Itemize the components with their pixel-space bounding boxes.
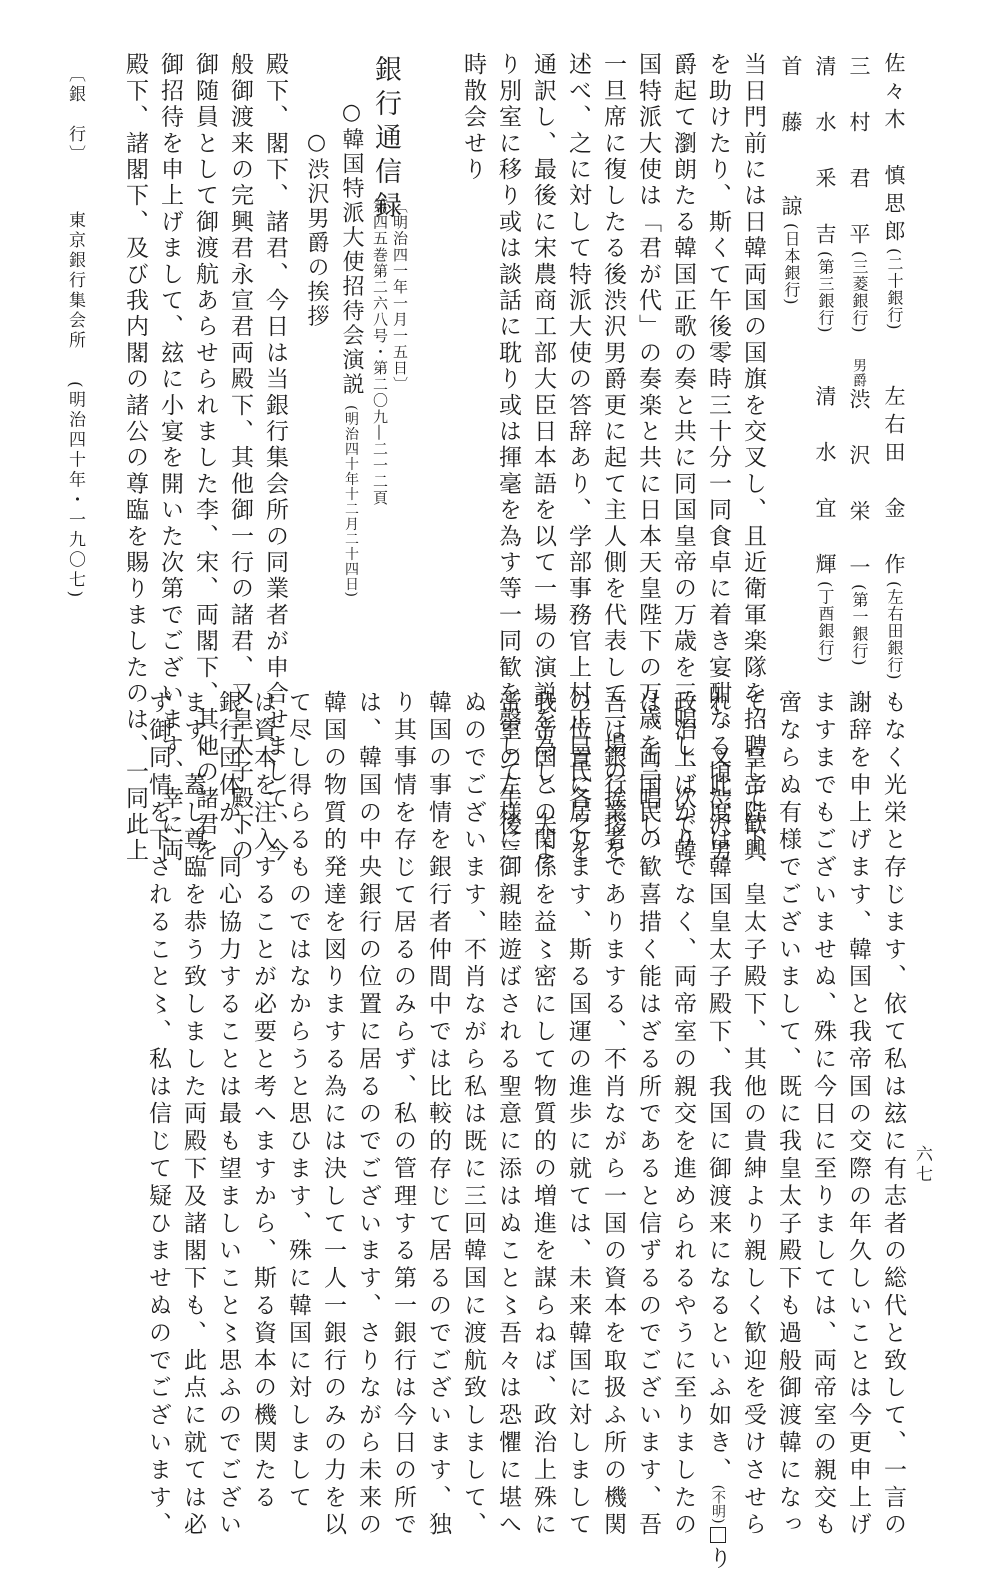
lower-line-0: もなく光栄と存じます、依て私は玆に有志者の総代と致して、一言の (880, 690, 906, 1540)
lower-line-13: 韓国の事情を銀行者仲間中では比較的存じて居るのでございます、独 (425, 690, 451, 1540)
lower-line-17: て尽し得らるものではなからうと思ひます、殊に韓国に対しまして (285, 690, 311, 1512)
upper-line-4: 一旦席に復したる後渋沢男爵更に起て主人側を代表して一場の挨拶を (600, 52, 626, 865)
lower-line-4: て、皇帝陛下、皇太子殿下、其他の貴紳より親しく歓迎を受けさせら (740, 690, 766, 1540)
speech-line-1: 般御渡来の完興君永宣君両殿下、其他御一行の諸君、又皇太子殿下の (227, 52, 253, 865)
lower-line-10: 我帝国との関係を益〻密にして物質的の増進を謀らねば、政治上殊に (530, 690, 556, 1540)
lower-line-1: 謝辞を申上げます、韓国と我帝国の交際の年久しいことは今更申上げ (845, 690, 871, 1540)
section-title: 銀行通信録 (370, 55, 401, 225)
speaker-heading: ○渋沢男爵の挨拶 (304, 130, 329, 329)
participant-3: 首 藤 諒(日本銀行) (779, 55, 803, 306)
speech-line-4: 殿下、諸閣下、及び我内閣の諸公の尊臨を賜りましたのは、一同此上 (122, 52, 148, 865)
lower-line-6: 政治上ばかりでなく、両帝室の親交を進められるやうに至りましたの (670, 690, 696, 1540)
footer: 〔銀 行〕東京銀行集会所(明治四十年・一九〇七) (65, 65, 85, 601)
upper-line-5: 述べ、之に対して特派大使の答辞あり、学部事務官上村正巳氏各之を (565, 52, 591, 865)
speech-line-0: 殿下、閣下、諸君、今日は当銀行集会所の同業者が申合せまして、今 (262, 52, 288, 865)
participant-0: 佐々木 慎思郎(二十銀行) (882, 52, 906, 331)
lower-line-19: 銀行団体が、同心協力することは最も望ましいこと〻思ふのでござい (215, 690, 241, 1540)
lower-line-2: ますまでもございませぬ、殊に今日に至りましては、両帝室の親交も (810, 690, 836, 1540)
upper-line-0: 当日門前には日韓両国の国旗を交叉し、且近衛軍楽隊を招聘して歓興 (740, 52, 766, 865)
participant-4: 左右田 金 作(左右田銀行) (882, 385, 906, 681)
lower-line-9: の位置に居ります、斯る国運の進歩に就ては、未来韓国に対しまして (565, 690, 591, 1540)
volume-ref-1: 第四五巻第二六八号・第二〇九―二一二頁 (371, 198, 389, 506)
speech-line-3: 御招待を申上げまして、玆に小宴を開いた次第でございます、幸に両 (157, 52, 183, 865)
participant-1: 三 村 君 平(三菱銀行) (847, 55, 871, 334)
upper-line-1: を助けたり、斯くて午後零時三十分一同食卓に着き宴酣なる頃渋沢男 (705, 52, 731, 865)
upper-line-8: 時散会せり (460, 52, 486, 183)
page-number: 六七 (912, 1145, 932, 1185)
upper-line-2: 爵起て瀏朗たる韓国正歌の奏と共に同国皇帝の万歳を三唱し、次で韓 (670, 52, 696, 865)
upper-line-6: 通訳し、最後に宋農商工部大臣日本語を以て一場の演説を為し、夫よ (530, 52, 556, 865)
lower-line-16: 韓国の物質的発達を図りまする為には決して一人一銀行のみの力を以 (320, 690, 346, 1540)
lower-line-5: れ、又此度は韓国皇太子殿下、我国に御渡来になるといふ如き、(不明)り (705, 690, 731, 1573)
lower-line-15: は、韓国の中央銀行の位置に居るのでございます、さりながら未来の (355, 690, 381, 1540)
participant-6: 清 水 宜 輝(丁酉銀行) (813, 385, 837, 664)
upper-line-3: 国特派大使は「君が代」の奏楽と共に日本天皇陛下の万歳を三唱し、 (635, 52, 661, 865)
lower-line-20: ます、蓋し尊臨を恭う致しました両殿下及諸閣下も、此点に就ては必 (180, 690, 206, 1540)
unclear-character-box (710, 1527, 726, 1543)
lower-line-11: 帝室の左様に御親睦遊ばされる聖意に添はぬこと〻吾々は恐懼に堪へ (495, 690, 521, 1540)
lower-line-18: は資本を注入することが必要と考へますから、斯る資本の機関たる (250, 690, 276, 1512)
participant-5: 男爵渋 沢 栄 一(第一銀行) (847, 358, 871, 667)
lower-line-14: り其事情を存じて居るのみらず、私の管理する第一銀行は今日の所で (390, 690, 416, 1540)
upper-line-7: り別室に移り或は談話に耽り或は揮毫を為す等一同歓を罄して午後三 (495, 52, 521, 865)
lower-line-7: は、両国民の歓喜措く能はざる所であると信ずるのでございます、吾 (635, 690, 661, 1540)
lower-line-12: ぬのでございます、不肖ながら私は既に三回韓国に渡航致しまして、 (460, 690, 486, 1540)
volume-ref-2: 〔明治四一年一月一五日〕 (391, 198, 409, 393)
speech-title: ○韓国特派大使招待会演説(明治四十年十二月二十四日) (339, 100, 364, 598)
lower-line-3: 啻ならぬ有様でございまして、既に我皇太子殿下も過般御渡韓になっ (775, 690, 801, 1540)
speech-line-2: 御随員として御渡航あらせられました李、宋、両閣下、其他の諸君を (192, 52, 218, 865)
lower-line-8: 吾は銀行業者でありまする、不肖ながら一国の資本を取扱ふ所の機関 (600, 690, 626, 1540)
lower-line-21: ず御同情を下されること〻、私は信じて疑ひませぬのでございます、 (145, 690, 171, 1540)
participant-2: 清 水 釆 吉(第三銀行) (813, 55, 837, 334)
